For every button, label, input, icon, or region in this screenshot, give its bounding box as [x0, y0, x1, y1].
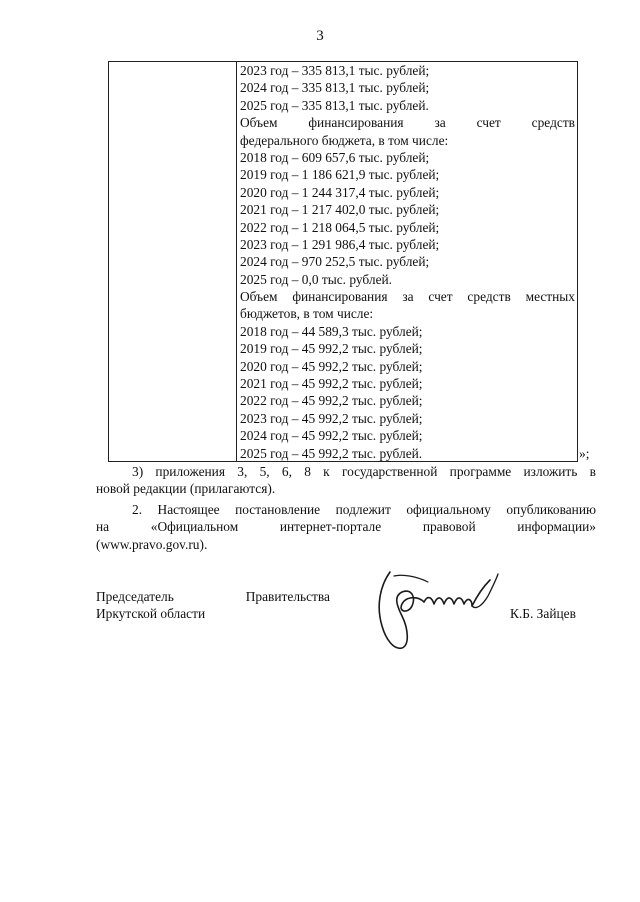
federal-line: 2022 год – 1 218 064,5 тыс. рублей; — [240, 219, 440, 235]
local-line: 2022 год – 45 992,2 тыс. рублей; — [240, 393, 423, 409]
local-line: 2021 год – 45 992,2 тыс. рублей; — [240, 376, 423, 392]
local-line: 2020 год – 45 992,2 тыс. рублей; — [240, 358, 423, 374]
local-heading-cont: бюджетов, в том числе: — [240, 306, 374, 322]
federal-line: 2020 год – 1 244 317,4 тыс. рублей; — [240, 184, 440, 200]
local-line: 2019 год – 45 992,2 тыс. рублей; — [240, 341, 423, 357]
funding-table — [108, 61, 578, 462]
funding-table-cell — [240, 62, 575, 462]
local-line: 2023 год – 45 992,2 тыс. рублей; — [240, 410, 423, 426]
item-3-paragraph — [96, 463, 596, 498]
federal-line: 2019 год – 1 186 621,9 тыс. рублей; — [240, 167, 440, 183]
page-number: 3 — [316, 28, 324, 44]
local-line: 2024 год – 45 992,2 тыс. рублей; — [240, 428, 423, 444]
signatory-name: К.Б. Зайцев — [510, 606, 576, 621]
paragraph-line: на «Официальном интернет-портале правовой информации» — [96, 519, 596, 535]
local-line: 2025 год – 45 992,2 тыс. рублей. — [240, 445, 423, 461]
federal-line: 2025 год – 0,0 тыс. рублей. — [240, 271, 393, 287]
paragraph-line: 3) приложения 3, 5, 6, 8 к государственной программе изложить в — [132, 464, 596, 479]
federal-heading-cont: федерального бюджета, в том числе: — [240, 132, 449, 148]
paragraph-line: 2. Настоящее постановление подлежит официальному опубликованию — [132, 502, 596, 517]
federal-heading: Объем финансирования за счет средств — [240, 115, 575, 131]
item-2-paragraph — [96, 501, 596, 553]
federal-line: 2021 год – 1 217 402,0 тыс. рублей; — [240, 202, 440, 218]
signatory-title-line: Председатель Правительства — [96, 589, 330, 604]
signatory-title-line: Иркутской области — [96, 606, 206, 622]
funding-line: 2025 год – 335 813,1 тыс. рублей. — [240, 97, 429, 113]
signatory-title — [96, 588, 330, 623]
local-heading: Объем финансирования за счет средств местных — [240, 289, 575, 305]
paragraph-line: (www.pravo.gov.ru). — [96, 536, 208, 552]
table-column-divider — [236, 62, 237, 461]
funding-line: 2024 год – 335 813,1 тыс. рублей; — [240, 80, 430, 96]
handwritten-signature — [372, 566, 502, 656]
funding-line: 2023 год – 335 813,1 тыс. рублей; — [240, 63, 430, 78]
federal-line: 2018 год – 609 657,6 тыс. рублей; — [240, 149, 430, 165]
federal-line: 2023 год – 1 291 986,4 тыс. рублей; — [240, 236, 440, 252]
closing-quote-mark: »; — [579, 446, 590, 461]
paragraph-line: новой редакции (прилагаются). — [96, 481, 276, 497]
federal-line: 2024 год – 970 252,5 тыс. рублей; — [240, 254, 430, 270]
local-line: 2018 год – 44 589,3 тыс. рублей; — [240, 323, 423, 339]
